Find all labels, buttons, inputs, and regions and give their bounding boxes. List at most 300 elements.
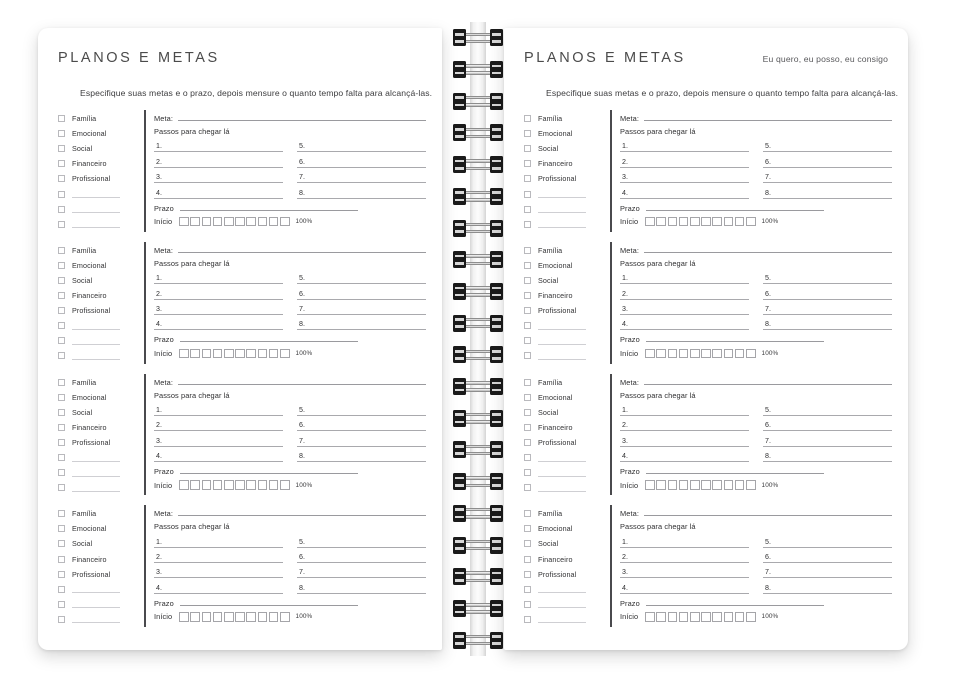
step-number: 6. (299, 157, 305, 166)
progress-checkbox[interactable] (179, 480, 189, 490)
progress-checkbox[interactable] (280, 349, 290, 359)
progress-checkbox[interactable] (202, 217, 212, 227)
step-input-row[interactable] (620, 548, 749, 563)
progress-checkbox[interactable] (701, 480, 711, 490)
step-input-row[interactable] (763, 269, 892, 284)
progress-checkbox[interactable] (190, 480, 200, 490)
progress-checkbox[interactable] (679, 612, 689, 622)
step-input-row[interactable] (763, 431, 892, 446)
progress-checkbox[interactable] (724, 612, 734, 622)
category-write-line[interactable] (538, 600, 586, 608)
progress-checkbox[interactable] (712, 612, 722, 622)
category-checkbox[interactable] (524, 394, 531, 401)
step-input-row[interactable] (297, 183, 426, 198)
category-write-line[interactable] (538, 220, 586, 228)
progress-checkbox[interactable] (746, 217, 756, 227)
step-input-row[interactable] (763, 532, 892, 547)
prazo-input-line[interactable] (180, 332, 358, 342)
step-input-row[interactable] (154, 284, 283, 299)
category-checkbox[interactable] (524, 262, 531, 269)
step-input-row[interactable] (620, 416, 749, 431)
progress-checkbox[interactable] (701, 217, 711, 227)
progress-checkbox[interactable] (280, 612, 290, 622)
progress-checkbox[interactable] (690, 480, 700, 490)
category-checkbox[interactable] (58, 206, 65, 213)
meta-input-line[interactable] (644, 243, 892, 253)
category-checkbox[interactable] (58, 484, 65, 491)
category-write-line[interactable] (72, 615, 120, 623)
progress-checkbox[interactable] (179, 349, 189, 359)
category-write-line[interactable] (72, 469, 120, 477)
step-number: 7. (765, 568, 771, 577)
category-row (58, 288, 144, 303)
steps-title: Passos para chegar lá (620, 390, 696, 400)
progress-checkbox[interactable] (701, 349, 711, 359)
category-row (58, 273, 144, 288)
step-input-row[interactable] (154, 315, 283, 330)
category-checkbox[interactable] (58, 601, 65, 608)
progress-checkbox[interactable] (712, 349, 722, 359)
category-checkbox[interactable] (524, 525, 531, 532)
category-checkbox[interactable] (524, 115, 531, 122)
step-input-row[interactable] (154, 548, 283, 563)
progress-checkbox[interactable] (679, 349, 689, 359)
step-input-row[interactable] (620, 284, 749, 299)
prazo-input-line[interactable] (646, 332, 824, 342)
category-checkbox[interactable] (58, 160, 65, 167)
progress-checkbox[interactable] (213, 612, 223, 622)
category-checkbox[interactable] (524, 616, 531, 623)
spiral-ring (450, 537, 506, 554)
prazo-input-line[interactable] (180, 464, 358, 474)
category-write-line[interactable] (72, 337, 120, 345)
progress-checkbox[interactable] (190, 612, 200, 622)
progress-checkbox[interactable] (224, 612, 234, 622)
progress-checkbox[interactable] (746, 612, 756, 622)
ring-clamp-right (490, 283, 503, 300)
step-input-row[interactable] (620, 578, 749, 593)
category-checkbox[interactable] (524, 571, 531, 578)
progress-checkbox[interactable] (258, 349, 268, 359)
progress-checkbox[interactable] (724, 480, 734, 490)
category-label: Família (72, 114, 97, 124)
category-write-line[interactable] (538, 484, 586, 492)
step-number: 2. (156, 421, 162, 430)
step-input-row[interactable] (763, 563, 892, 578)
progress-checkbox[interactable] (269, 349, 279, 359)
steps-grid (154, 401, 426, 463)
category-checkbox[interactable] (58, 337, 65, 344)
category-label: Social (538, 407, 559, 417)
meta-input-line[interactable] (178, 375, 426, 385)
step-input-row[interactable] (297, 300, 426, 315)
category-checkbox[interactable] (58, 115, 65, 122)
category-checkbox[interactable] (58, 556, 65, 563)
progress-checkbox[interactable] (213, 217, 223, 227)
progress-checkbox[interactable] (258, 480, 268, 490)
category-row-blank (58, 318, 144, 333)
category-write-line[interactable] (72, 205, 120, 213)
progress-checkbox[interactable] (235, 217, 245, 227)
step-input-row[interactable] (154, 269, 283, 284)
category-checkbox[interactable] (524, 307, 531, 314)
category-checkbox[interactable] (58, 616, 65, 623)
meta-label: Meta: (620, 377, 639, 387)
category-checkbox[interactable] (524, 337, 531, 344)
step-input-row[interactable] (620, 168, 749, 183)
progress-checkbox[interactable] (701, 612, 711, 622)
prazo-input-line[interactable] (180, 596, 358, 606)
steps-column (154, 137, 283, 199)
prazo-row (154, 464, 426, 477)
ring-clamp-right (490, 441, 503, 458)
progress-checkbox[interactable] (235, 480, 245, 490)
category-write-line[interactable] (72, 484, 120, 492)
inicio-label: Início (620, 217, 639, 227)
progress-checkbox[interactable] (656, 480, 666, 490)
progress-end-label: 100% (761, 481, 779, 489)
category-checklist (524, 374, 610, 496)
prazo-input-line[interactable] (180, 201, 358, 211)
step-input-row[interactable] (297, 269, 426, 284)
category-checkbox[interactable] (524, 247, 531, 254)
step-input-row[interactable] (154, 137, 283, 152)
progress-checkbox[interactable] (202, 480, 212, 490)
step-input-row[interactable] (297, 578, 426, 593)
progress-checkbox[interactable] (235, 612, 245, 622)
category-checkbox[interactable] (58, 379, 65, 386)
inicio-label: Início (620, 612, 639, 622)
step-input-row[interactable] (154, 447, 283, 462)
block-divider (610, 374, 612, 496)
progress-checkbox[interactable] (190, 349, 200, 359)
step-input-row[interactable] (763, 416, 892, 431)
progress-checkbox[interactable] (656, 349, 666, 359)
meta-input-line[interactable] (644, 506, 892, 516)
step-input-row[interactable] (154, 578, 283, 593)
step-number: 4. (156, 320, 162, 329)
step-input-row[interactable] (297, 137, 426, 152)
step-input-row[interactable] (763, 300, 892, 315)
prazo-label: Prazo (620, 598, 640, 608)
progress-row (154, 610, 426, 624)
progress-checkbox[interactable] (246, 480, 256, 490)
progress-checkbox[interactable] (190, 217, 200, 227)
category-checkbox[interactable] (58, 292, 65, 299)
progress-checkbox[interactable] (679, 217, 689, 227)
step-number: 5. (299, 537, 305, 546)
progress-checkbox[interactable] (656, 612, 666, 622)
category-checkbox[interactable] (58, 352, 65, 359)
category-row (524, 435, 610, 450)
progress-checkbox[interactable] (746, 349, 756, 359)
goal-fields (154, 110, 426, 232)
category-row (58, 111, 144, 126)
category-checkbox[interactable] (58, 145, 65, 152)
category-checkbox[interactable] (524, 191, 531, 198)
step-input-row[interactable] (620, 152, 749, 167)
category-checkbox[interactable] (58, 307, 65, 314)
category-checkbox[interactable] (524, 292, 531, 299)
meta-input-line[interactable] (178, 506, 426, 516)
progress-checkbox[interactable] (213, 349, 223, 359)
ring-clamp-left (453, 568, 466, 585)
category-write-line[interactable] (538, 469, 586, 477)
step-input-row[interactable] (154, 416, 283, 431)
progress-checkbox[interactable] (202, 612, 212, 622)
category-checkbox[interactable] (524, 586, 531, 593)
category-write-line[interactable] (538, 190, 586, 198)
spiral-ring (450, 251, 506, 268)
progress-checkbox[interactable] (735, 217, 745, 227)
progress-checkbox[interactable] (269, 480, 279, 490)
category-checkbox[interactable] (524, 484, 531, 491)
category-label: Família (538, 377, 563, 387)
category-checkbox[interactable] (58, 586, 65, 593)
progress-checkbox[interactable] (246, 217, 256, 227)
category-write-line[interactable] (72, 585, 120, 593)
step-input-row[interactable] (297, 168, 426, 183)
category-label: Profissional (538, 569, 577, 579)
step-input-row[interactable] (620, 300, 749, 315)
progress-checkbox[interactable] (690, 217, 700, 227)
category-write-line[interactable] (72, 454, 120, 462)
category-write-line[interactable] (72, 322, 120, 330)
progress-checkbox[interactable] (724, 217, 734, 227)
progress-checkbox[interactable] (668, 217, 678, 227)
category-checkbox[interactable] (524, 160, 531, 167)
step-input-row[interactable] (620, 183, 749, 198)
prazo-input-line[interactable] (646, 201, 824, 211)
category-checkbox[interactable] (524, 469, 531, 476)
category-write-line[interactable] (538, 205, 586, 213)
category-checkbox[interactable] (58, 247, 65, 254)
prazo-input-line[interactable] (646, 464, 824, 474)
category-checkbox[interactable] (524, 454, 531, 461)
progress-checkbox[interactable] (645, 480, 655, 490)
category-write-line[interactable] (538, 454, 586, 462)
step-input-row[interactable] (154, 431, 283, 446)
progress-checkbox[interactable] (224, 349, 234, 359)
step-input-row[interactable] (154, 300, 283, 315)
step-input-row[interactable] (763, 401, 892, 416)
category-checkbox[interactable] (58, 191, 65, 198)
step-input-row[interactable] (620, 431, 749, 446)
step-input-row[interactable] (297, 548, 426, 563)
step-input-row[interactable] (763, 137, 892, 152)
progress-checkbox[interactable] (179, 612, 189, 622)
category-checkbox[interactable] (58, 424, 65, 431)
steps-column (620, 401, 749, 463)
step-input-row[interactable] (154, 152, 283, 167)
progress-checkbox[interactable] (235, 349, 245, 359)
step-input-row[interactable] (297, 152, 426, 167)
step-number: 3. (622, 436, 628, 445)
category-checkbox[interactable] (524, 221, 531, 228)
category-checkbox[interactable] (58, 540, 65, 547)
category-checkbox[interactable] (524, 130, 531, 137)
progress-checkbox[interactable] (269, 217, 279, 227)
progress-checkbox[interactable] (280, 217, 290, 227)
category-label: Financeiro (72, 159, 107, 169)
category-checkbox[interactable] (58, 469, 65, 476)
progress-checkbox[interactable] (746, 480, 756, 490)
category-checkbox[interactable] (58, 525, 65, 532)
progress-checkbox[interactable] (645, 612, 655, 622)
step-input-row[interactable] (297, 284, 426, 299)
progress-checkbox[interactable] (224, 480, 234, 490)
category-checkbox[interactable] (524, 145, 531, 152)
steps-column (154, 532, 283, 594)
category-row (524, 420, 610, 435)
progress-checkbox[interactable] (735, 612, 745, 622)
step-input-row[interactable] (297, 532, 426, 547)
category-checkbox[interactable] (58, 394, 65, 401)
inicio-label: Início (154, 480, 173, 490)
progress-checkbox[interactable] (246, 349, 256, 359)
step-input-row[interactable] (763, 578, 892, 593)
step-input-row[interactable] (297, 401, 426, 416)
category-write-line[interactable] (538, 352, 586, 360)
category-row-blank (58, 348, 144, 363)
progress-checkbox[interactable] (258, 612, 268, 622)
step-input-row[interactable] (620, 532, 749, 547)
progress-checkbox[interactable] (202, 349, 212, 359)
category-write-line[interactable] (72, 220, 120, 228)
category-checkbox[interactable] (524, 556, 531, 563)
progress-checkbox[interactable] (668, 612, 678, 622)
category-checkbox[interactable] (524, 540, 531, 547)
spiral-ring (450, 93, 506, 110)
ring-clamp-left (453, 505, 466, 522)
meta-label: Meta: (154, 114, 173, 123)
step-input-row[interactable] (154, 401, 283, 416)
progress-checkbox[interactable] (269, 612, 279, 622)
category-write-line[interactable] (538, 322, 586, 330)
progress-checkbox[interactable] (258, 217, 268, 227)
category-checkbox[interactable] (524, 409, 531, 416)
progress-checkbox[interactable] (690, 612, 700, 622)
step-input-row[interactable] (154, 168, 283, 183)
category-checkbox[interactable] (58, 510, 65, 517)
step-input-row[interactable] (763, 183, 892, 198)
category-checkbox[interactable] (58, 221, 65, 228)
progress-checkbox[interactable] (668, 349, 678, 359)
category-checkbox[interactable] (524, 352, 531, 359)
steps-column (297, 401, 426, 463)
category-label: Família (538, 245, 563, 255)
step-input-row[interactable] (297, 416, 426, 431)
progress-checkbox[interactable] (735, 480, 745, 490)
progress-checkbox[interactable] (246, 612, 256, 622)
inicio-label: Início (154, 348, 173, 358)
progress-checkbox[interactable] (645, 217, 655, 227)
category-checkbox[interactable] (524, 601, 531, 608)
step-input-row[interactable] (297, 563, 426, 578)
category-label: Social (72, 539, 93, 549)
step-input-row[interactable] (620, 401, 749, 416)
category-checkbox[interactable] (524, 379, 531, 386)
meta-input-line[interactable] (178, 243, 426, 253)
category-write-line[interactable] (538, 585, 586, 593)
step-input-row[interactable] (763, 315, 892, 330)
progress-checkbox[interactable] (179, 217, 189, 227)
category-write-line[interactable] (538, 615, 586, 623)
category-checkbox[interactable] (524, 206, 531, 213)
progress-checkbox[interactable] (668, 480, 678, 490)
step-input-row[interactable] (154, 183, 283, 198)
step-input-row[interactable] (154, 532, 283, 547)
category-write-line[interactable] (72, 190, 120, 198)
step-input-row[interactable] (154, 563, 283, 578)
step-input-row[interactable] (763, 152, 892, 167)
step-input-row[interactable] (620, 315, 749, 330)
category-checkbox[interactable] (58, 130, 65, 137)
category-write-line[interactable] (72, 352, 120, 360)
category-checkbox[interactable] (58, 439, 65, 446)
step-input-row[interactable] (620, 137, 749, 152)
progress-checkbox[interactable] (690, 349, 700, 359)
category-checkbox[interactable] (524, 424, 531, 431)
step-input-row[interactable] (620, 447, 749, 462)
step-input-row[interactable] (620, 269, 749, 284)
category-row (58, 375, 144, 390)
meta-input-line[interactable] (178, 111, 426, 121)
category-write-line[interactable] (72, 600, 120, 608)
progress-checkbox[interactable] (645, 349, 655, 359)
progress-checkbox[interactable] (656, 217, 666, 227)
category-checklist (58, 242, 144, 364)
progress-checkbox[interactable] (213, 480, 223, 490)
step-input-row[interactable] (763, 284, 892, 299)
progress-checkbox[interactable] (280, 480, 290, 490)
step-input-row[interactable] (297, 315, 426, 330)
category-checkbox[interactable] (524, 510, 531, 517)
category-checkbox[interactable] (524, 322, 531, 329)
step-input-row[interactable] (297, 447, 426, 462)
step-input-row[interactable] (297, 431, 426, 446)
progress-checkbox[interactable] (712, 217, 722, 227)
category-checkbox[interactable] (524, 175, 531, 182)
step-input-row[interactable] (763, 447, 892, 462)
step-number: 1. (156, 274, 162, 283)
category-checkbox[interactable] (58, 175, 65, 182)
prazo-input-line[interactable] (646, 596, 824, 606)
category-checkbox[interactable] (58, 262, 65, 269)
category-checkbox[interactable] (524, 277, 531, 284)
category-checkbox[interactable] (58, 277, 65, 284)
progress-checkbox[interactable] (712, 480, 722, 490)
progress-checkbox[interactable] (679, 480, 689, 490)
progress-checkbox[interactable] (735, 349, 745, 359)
category-checkbox[interactable] (58, 454, 65, 461)
step-input-row[interactable] (763, 548, 892, 563)
progress-checkbox[interactable] (724, 349, 734, 359)
step-input-row[interactable] (620, 563, 749, 578)
progress-end-label: 100% (295, 349, 313, 357)
step-input-row[interactable] (763, 168, 892, 183)
category-write-line[interactable] (538, 337, 586, 345)
meta-input-line[interactable] (644, 375, 892, 385)
category-checkbox[interactable] (58, 322, 65, 329)
progress-checkbox[interactable] (224, 217, 234, 227)
category-label: Família (72, 245, 97, 255)
category-checkbox[interactable] (58, 409, 65, 416)
prazo-row (154, 201, 426, 214)
meta-input-line[interactable] (644, 111, 892, 121)
category-checkbox[interactable] (524, 439, 531, 446)
category-checkbox[interactable] (58, 571, 65, 578)
